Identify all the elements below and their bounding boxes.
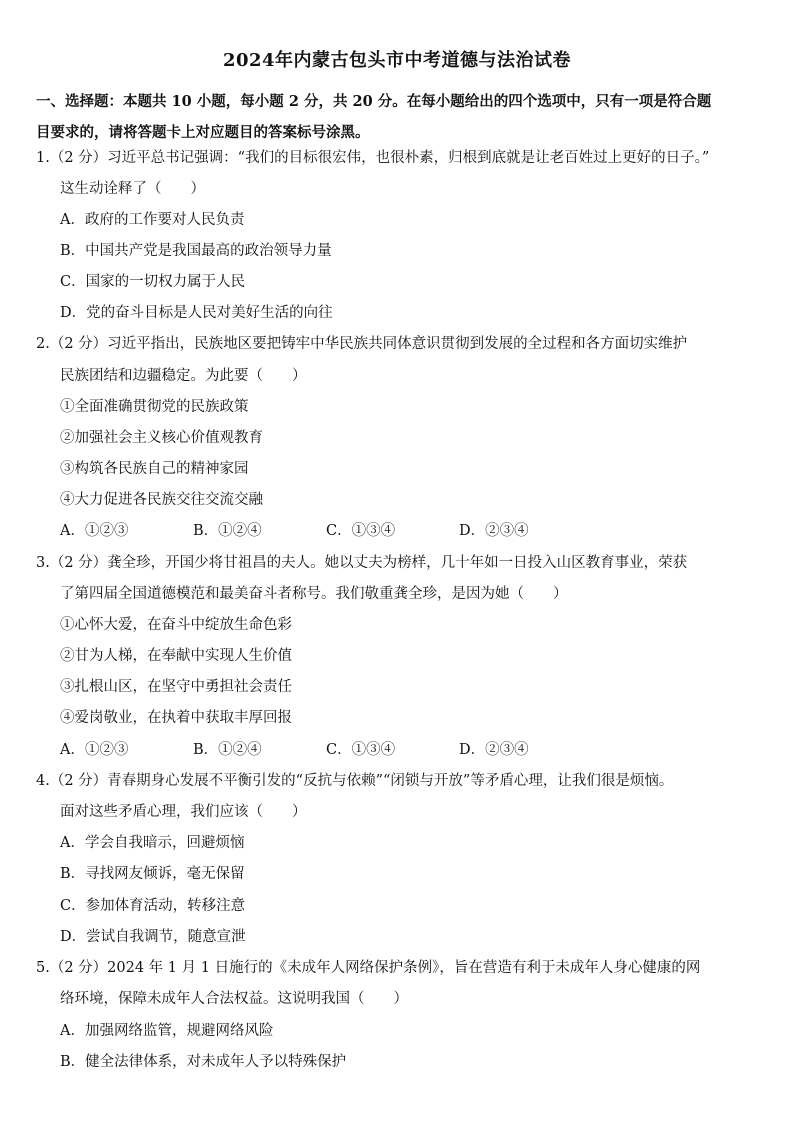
question-1-stem-line-1: 1.（2 分）习近平总书记强调：“我们的目标很宏伟，也很朴素，归根到底就是让老百姓过上更好的日子。” [36, 150, 710, 166]
question-2-choice-b: B．①②④ [193, 523, 262, 539]
question-3-statement-2: ②甘为人梯，在奉献中实现人生价值 [60, 648, 292, 664]
question-4-option-a: A．学会自我暗示，回避烦恼 [60, 835, 245, 851]
question-5-option-b: B．健全法律体系，对未成年人予以特殊保护 [60, 1054, 347, 1070]
question-2-stem-line-1: 2.（2 分）习近平指出，民族地区要把铸牢中华民族共同体意识贯彻到发展的全过程和各方面切实维护 [36, 336, 688, 352]
question-4-option-c: C．参加体育活动，转移注意 [60, 898, 246, 914]
question-3-stem-line-1: 3.（2 分）龚全珍，开国少将甘祖昌的夫人。她以丈夫为榜样，几十年如一日投入山区教育事业，荣获 [36, 555, 688, 571]
question-5-stem-line-1: 5.（2 分）2024 年 1 月 1 日施行的《未成年人网络保护条例》，旨在营造有利于未成年人身心健康的网 [36, 960, 701, 976]
question-3-statement-3: ③扎根山区，在坚守中勇担社会责任 [60, 679, 292, 695]
question-2-statement-2: ②加强社会主义核心价值观教育 [60, 430, 263, 446]
question-5-stem-line-2: 络环境，保障未成年人合法权益。这说明我国（ ） [60, 991, 408, 1007]
question-1-stem-line-2: 这生动诠释了（ ） [60, 181, 205, 197]
question-4-stem-line-2: 面对这些矛盾心理，我们应该（ ） [60, 804, 307, 820]
section-instructions-line-1: 一、选择题：本题共 10 小题，每小题 2 分，共 20 分。在每小题给出的四个选项中，只有一项是符合题 [36, 93, 712, 110]
question-3-statement-1: ①心怀大爱，在奋斗中绽放生命色彩 [60, 617, 292, 633]
question-2-choice-d: D．②③④ [459, 523, 529, 539]
question-4-stem-line-1: 4.（2 分）青春期身心发展不平衡引发的“反抗与依赖”“闭锁与开放”等矛盾心理，让我们很是烦恼。 [36, 773, 674, 789]
question-3-choice-b: B．①②④ [193, 742, 262, 758]
page-title: 2024年内蒙古包头市中考道德与法治试卷 [222, 50, 572, 71]
question-2-statement-3: ③构筑各民族自己的精神家园 [60, 461, 249, 477]
question-2-statement-4: ④大力促进各民族交往交流交融 [60, 492, 263, 508]
question-4-option-b: B．寻找网友倾诉，毫无保留 [60, 866, 245, 882]
section-instructions-line-2: 目要求的，请将答题卡上对应题目的答案标号涂黑。 [36, 124, 370, 141]
question-1-option-a: A．政府的工作要对人民负责 [60, 212, 245, 228]
question-3-statement-4: ④爱岗敬业，在执着中获取丰厚回报 [60, 710, 292, 726]
question-4-option-d: D．尝试自我调节，随意宣泄 [60, 929, 246, 945]
question-1-option-d: D．党的奋斗目标是人民对美好生活的向往 [60, 305, 333, 321]
question-1-option-b: B．中国共产党是我国最高的政治领导力量 [60, 243, 332, 259]
question-3-choice-c: C．①③④ [326, 742, 396, 758]
question-2-choice-c: C．①③④ [326, 523, 396, 539]
question-3-choice-d: D．②③④ [459, 742, 529, 758]
question-2-statement-1: ①全面准确贯彻党的民族政策 [60, 399, 249, 415]
question-5-option-a: A．加强网络监管，规避网络风险 [60, 1023, 274, 1039]
question-2-stem-line-2: 民族团结和边疆稳定。为此要（ ） [60, 368, 307, 384]
question-3-stem-line-2: 了第四届全国道德模范和最美奋斗者称号。我们敬重龚全珍，是因为她（ ） [60, 586, 568, 602]
section-instructions [36, 86, 764, 148]
question-1-option-c: C．国家的一切权力属于人民 [60, 274, 246, 290]
question-3-choice-a: A．①②③ [60, 742, 129, 758]
question-2-choice-a: A．①②③ [60, 523, 129, 539]
question-2-choices [60, 521, 592, 541]
question-3-choices [60, 740, 592, 760]
